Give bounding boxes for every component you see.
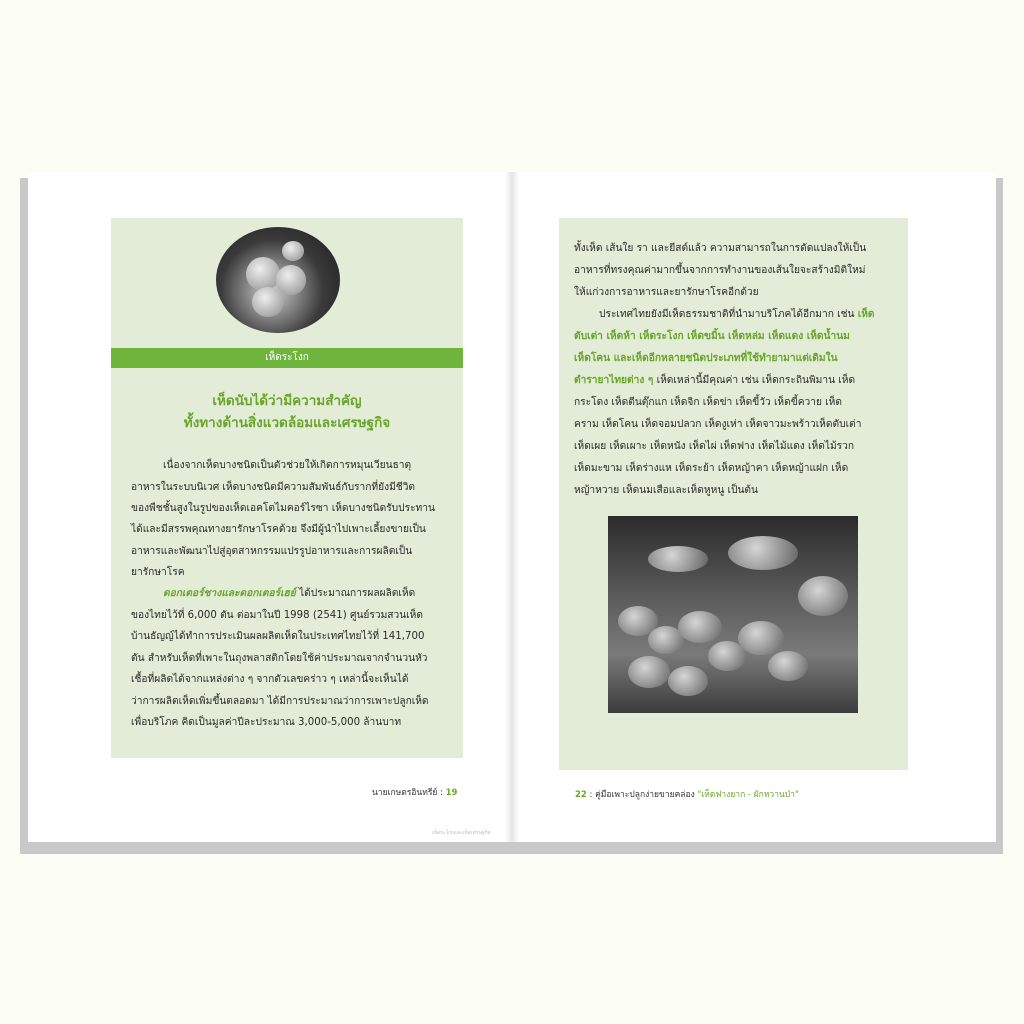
right-para1-line3: ให้แก่วงการอาหารและยารักษาโรคอีกด้วย (574, 287, 759, 298)
left-para1-line6: ยารักษาโรค (131, 567, 185, 578)
left-para2-line7: เพื่อบริโภค คิดเป็นมูลค่าปีละประมาณ 3,000-5,000 ล้านบาท (131, 717, 402, 728)
right-para2-line1 (599, 308, 875, 322)
left-para2-line5: เชื้อที่ผลิตได้จากแหล่งต่าง ๆ จากตัวเลขคร่าว ๆ เหล่านี้จะเห็นได้ (131, 674, 409, 685)
section-heading-line1: เห็ดนับได้ว่ามีความสำคัญ (212, 393, 362, 409)
right-para2-green-line1: ตับเต่า เห็ดห้า เห็ดระโงก เห็ดขมิ้น เห็ดหล่ม เห็ดแดง เห็ดน้ำนม (574, 331, 850, 342)
left-para1-line2: อาหารในระบบนิเวศ เห็ดบางชนิดมีความสัมพันธ์กับรากที่ยังมีชีวิต (131, 482, 416, 493)
researcher-names: ดอกเตอร์ชางและดอกเตอร์เฮย์ (163, 588, 296, 599)
right-footer-quote: "เห็ดฟางยาก - ผักหวานป่า" (697, 790, 799, 800)
right-para1-line2: อาหารที่ทรงคุณค่ามากขึ้นจากการทำงานของเส้นใยจะสร้างมิติใหม่ (574, 265, 866, 276)
right-para2-line8: เห็ดมะขาม เห็ดร่างแห เห็ดระย้า เห็ดหญ้าคา เห็ดหญ้าแฝก เห็ด (574, 463, 849, 474)
right-para2-line5: กระโดง เห็ดตีนตุ๊กแก เห็ดจิก เห็ดข่า เห็ดขี้วัว เห็ดขี้ควาย เห็ด (574, 397, 842, 408)
mushroom-circle-photo (216, 227, 340, 333)
left-para1-line1: เนื่องจากเห็ดบางชนิดเป็นตัวช่วยให้เกิดการหมุนเวียนธาตุ (163, 460, 412, 471)
right-para2-line6: คราม เห็ดโคน เห็ดจอมปลวก เห็ดงูเห่า เห็ดจาวมะพร้าวเห็ดตับเต่า (574, 419, 862, 430)
book-spine (505, 172, 519, 842)
right-footer-text: : คู่มือเพาะปลูกง่ายขายคล่อง (586, 790, 698, 800)
right-para2-lead-green: เห็ด (857, 309, 875, 320)
left-para2-line1 (163, 587, 415, 601)
left-para2-line3: บ้านธัญญ์ได้ทำการประเมินผลผลิตเห็ดในประเทศไทยไว้ที่ 141,700 (131, 631, 425, 642)
right-para2-green-line2: เห็ดโคน และเห็ดอีกหลายชนิดประเภทที่ใช้ทำยามาแต่เดิมใน (574, 353, 838, 364)
left-tiny-text: เห็ดระโงกและเห็ดเศรษฐกิจ (432, 830, 491, 836)
left-para1-line4: ได้และมีสรรพคุณทางยารักษาโรคด้วย จึงมีผู้นำไปเพาะเลี้ยงขายเป็น (131, 524, 426, 535)
thai-medicine-texts: ตำรายาไทยต่าง ๆ (574, 375, 654, 386)
left-para2-line4: ตัน สำหรับเห็ดที่เพาะในถุงพลาสติกโดยใช้ค่าประมาณจากจำนวนหัว (131, 653, 428, 664)
right-footer (575, 787, 799, 801)
left-footer (372, 785, 457, 799)
left-footer-text: นายเกษตรอินทรีย์ : (372, 788, 446, 798)
mushroom-market-photo (608, 516, 858, 713)
left-para2-line6: ว่าการผลิตเห็ดเพิ่มขึ้นตลอดมา ได้มีการประมาณว่าการเพาะปลูกเห็ด (131, 696, 429, 707)
right-para2-lead: ประเทศไทยยังมีเห็ดธรรมชาติที่นำมาบริโภคได้อีกมาก เช่น (599, 309, 858, 320)
right-para2-line9: หญ้าหวาย เห็ดนมเสือและเห็ดหูหนู เป็นต้น (574, 485, 759, 496)
left-para1-line5: อาหารและพัฒนาไปสู่อุตสาหกรรมแปรรูปอาหารและการผลิตเป็น (131, 546, 413, 557)
right-para1-line1: ทั้งเห็ด เส้นใย รา และยีสต์แล้ว ความสามารถในการดัดแปลงให้เป็น (574, 243, 867, 254)
right-page-number: 22 (575, 790, 587, 800)
left-para2-line2: ของไทยไว้ที่ 6,000 ตัน ต่อมาในปี 1998 (2541) ศูนย์รวมสวนเห็ด (131, 610, 424, 621)
right-para2-line7: เห็ดเผย เห็ดเผาะ เห็ดหนัง เห็ดไผ่ เห็ดฟาง เห็ดไม้แดง เห็ดไม้รวก (574, 441, 855, 452)
left-para1-line3: ของพืชชั้นสูงในรูปของเห็ดเอคโตไมคอร์ไรซา เห็ดบางชนิดรับประทาน (131, 503, 435, 514)
right-para2-mixed-line (574, 374, 855, 388)
caption-bar: เห็ดระโงก (111, 348, 463, 368)
right-para2-mixed-rest: เห็ดเหล่านี้มีคุณค่า เช่น เห็ดกระถินพิมาน เห็ด (653, 375, 856, 386)
left-page-number: 19 (445, 788, 458, 798)
section-heading-line2: ทั้งทางด้านสิ่งแวดล้อมและเศรษฐกิจ (183, 415, 391, 431)
left-para2-line1-rest: ได้ประมาณการผลผลิตเห็ด (295, 588, 416, 599)
